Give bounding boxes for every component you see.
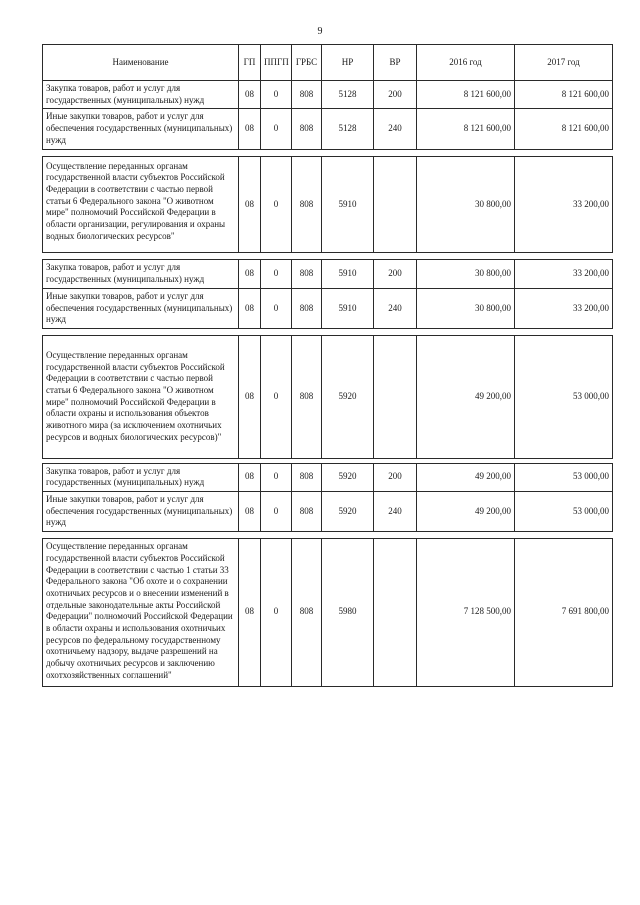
header-grbs: ГРБС [292, 45, 322, 81]
row-vr: 240 [374, 288, 417, 328]
row-gp: 08 [239, 109, 261, 149]
row-2017: 53 000,00 [515, 491, 613, 531]
row-grbs: 808 [292, 156, 322, 253]
row-grbs: 808 [292, 335, 322, 458]
row-2016: 49 200,00 [417, 491, 515, 531]
row-2016: 30 800,00 [417, 260, 515, 288]
row-2016: 30 800,00 [417, 288, 515, 328]
row-nr: 5128 [322, 109, 374, 149]
row-grbs: 808 [292, 109, 322, 149]
row-gp: 08 [239, 260, 261, 288]
row-nr: 5910 [322, 260, 374, 288]
header-gp: ГП [239, 45, 261, 81]
row-grbs: 808 [292, 491, 322, 531]
row-ppgp: 0 [261, 539, 292, 686]
row-nr: 5920 [322, 463, 374, 491]
row-name: Иные закупки товаров, работ и услуг для обеспечения государственных (муниципальных) нужд [43, 288, 239, 328]
table-row [43, 109, 613, 149]
row-vr: 240 [374, 491, 417, 531]
row-2017: 53 000,00 [515, 335, 613, 458]
table-row [43, 463, 613, 491]
budget-table [42, 44, 613, 687]
row-gp: 08 [239, 288, 261, 328]
table-row [43, 539, 613, 686]
table-header-row [43, 45, 613, 81]
row-grbs: 808 [292, 539, 322, 686]
row-2017: 8 121 600,00 [515, 109, 613, 149]
row-2016: 7 128 500,00 [417, 539, 515, 686]
table-row [43, 81, 613, 109]
page-number: 9 [317, 26, 323, 37]
row-vr: 200 [374, 463, 417, 491]
row-ppgp: 0 [261, 491, 292, 531]
table-row [43, 260, 613, 288]
row-ppgp: 0 [261, 288, 292, 328]
row-2017: 53 000,00 [515, 463, 613, 491]
row-2016: 49 200,00 [417, 463, 515, 491]
header-2016: 2016 год [417, 45, 515, 81]
row-nr: 5920 [322, 491, 374, 531]
row-ppgp: 0 [261, 156, 292, 253]
row-2017: 8 121 600,00 [515, 81, 613, 109]
row-2017: 33 200,00 [515, 260, 613, 288]
row-gp: 08 [239, 81, 261, 109]
row-2017: 33 200,00 [515, 156, 613, 253]
row-vr [374, 539, 417, 686]
row-nr: 5980 [322, 539, 374, 686]
row-vr: 200 [374, 260, 417, 288]
row-gp: 08 [239, 156, 261, 253]
row-2016: 30 800,00 [417, 156, 515, 253]
row-vr: 240 [374, 109, 417, 149]
row-nr: 5910 [322, 156, 374, 253]
row-2017: 7 691 800,00 [515, 539, 613, 686]
row-name: Иные закупки товаров, работ и услуг для обеспечения государственных (муниципальных) нужд [43, 491, 239, 531]
row-grbs: 808 [292, 81, 322, 109]
row-gp: 08 [239, 491, 261, 531]
row-gp: 08 [239, 539, 261, 686]
row-2016: 8 121 600,00 [417, 81, 515, 109]
header-name: Наименование [43, 45, 239, 81]
row-2017: 33 200,00 [515, 288, 613, 328]
row-gp: 08 [239, 463, 261, 491]
row-name: Осуществление переданных органам государственной власти субъектов Российской Федерации в соответствии с частью первой статьи 6 Федерального закона "О животном мире" полномочий Российской Федерации в области охраны и использования объектов животного мира (за исключением охотничьих ресурсов и водных биологических ресурсов)" [43, 335, 239, 458]
row-ppgp: 0 [261, 260, 292, 288]
table-row [43, 335, 613, 458]
row-name: Закупка товаров, работ и услуг для государственных (муниципальных) нужд [43, 260, 239, 288]
row-grbs: 808 [292, 260, 322, 288]
row-ppgp: 0 [261, 109, 292, 149]
row-grbs: 808 [292, 463, 322, 491]
table-row [43, 491, 613, 531]
header-2017: 2017 год [515, 45, 613, 81]
row-name: Закупка товаров, работ и услуг для государственных (муниципальных) нужд [43, 463, 239, 491]
row-2016: 8 121 600,00 [417, 109, 515, 149]
row-name: Иные закупки товаров, работ и услуг для обеспечения государственных (муниципальных) нужд [43, 109, 239, 149]
header-nr: НР [322, 45, 374, 81]
row-ppgp: 0 [261, 81, 292, 109]
table-row [43, 288, 613, 328]
header-ppgp: ППГП [261, 45, 292, 81]
row-name: Осуществление переданных органам государственной власти субъектов Российской Федерации в соответствии с частью 1 статьи 33 Федерального закона "Об охоте и о сохранении охотничьих ресурсов и о внесении изменений в отдельные законодательные акты Российской Федерации" полномочий Российской Федерации в области охраны и использования охотничьих ресурсов по федеральному государственному охотничьему надзору, выдаче разрешений на добычу охотничьих ресурсов и заключению охотхозяйственных соглашений" [43, 539, 239, 686]
table-row [43, 156, 613, 253]
row-grbs: 808 [292, 288, 322, 328]
row-vr: 200 [374, 81, 417, 109]
row-vr [374, 335, 417, 458]
row-nr: 5910 [322, 288, 374, 328]
row-nr: 5920 [322, 335, 374, 458]
row-name: Закупка товаров, работ и услуг для государственных (муниципальных) нужд [43, 81, 239, 109]
header-vr: ВР [374, 45, 417, 81]
row-ppgp: 0 [261, 463, 292, 491]
row-name: Осуществление переданных органам государственной власти субъектов Российской Федерации в соответствии с частью первой статьи 6 Федерального закона "О животном мире" полномочий Российской Федерации в области организации, регулирования и охраны водных биологических ресурсов" [43, 156, 239, 253]
row-nr: 5128 [322, 81, 374, 109]
row-vr [374, 156, 417, 253]
row-2016: 49 200,00 [417, 335, 515, 458]
row-gp: 08 [239, 335, 261, 458]
row-ppgp: 0 [261, 335, 292, 458]
